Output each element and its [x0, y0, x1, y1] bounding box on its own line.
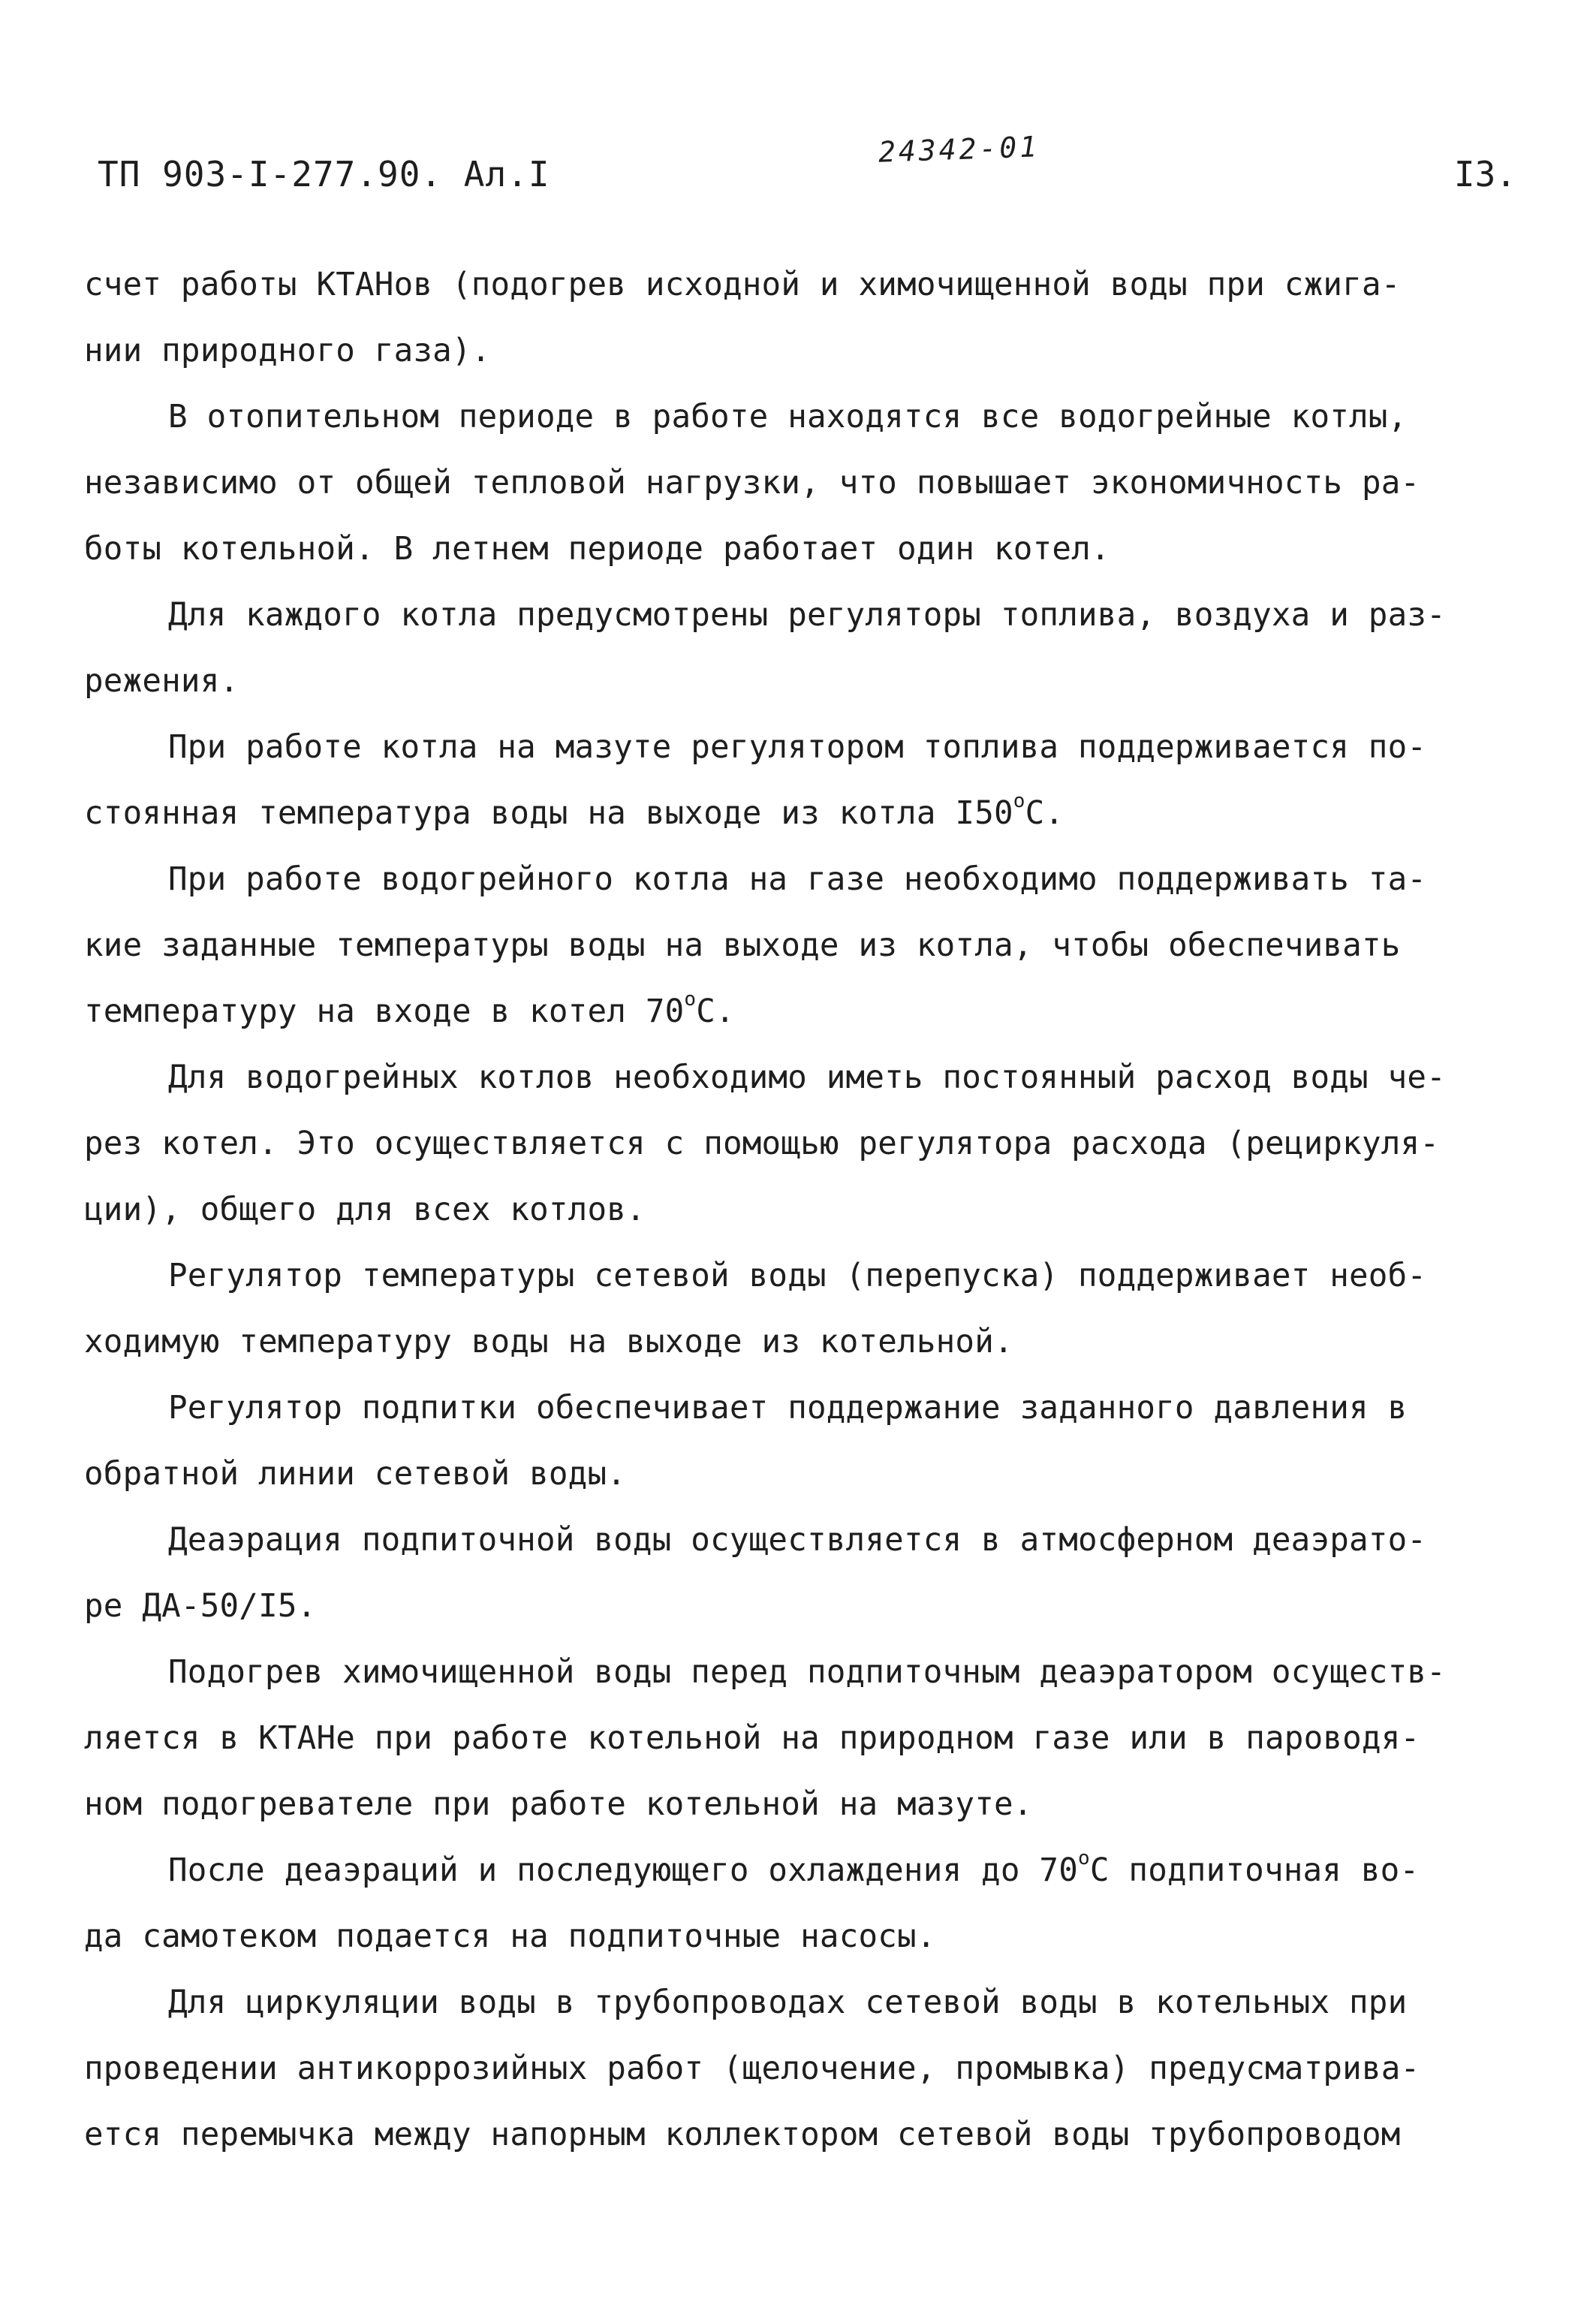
text-line: нии природного газа).	[84, 333, 491, 369]
text-line	[84, 1838, 1525, 1904]
text-line: независимо от общей тепловой нагрузки, что повышает экономичность ра-	[84, 465, 1420, 502]
text-line: счет работы КТАНов (подогрев исходной и химочищенной воды при сжига-	[84, 267, 1401, 303]
page-number: I3.	[1453, 154, 1516, 194]
text-line	[84, 979, 1525, 1045]
degree-symbol: o	[1013, 790, 1025, 812]
text-line: Подогрев химочищенной воды перед подпиточным деаэратором осуществ-	[168, 1654, 1446, 1691]
text-line: ции), общего для всех котлов.	[84, 1192, 646, 1228]
text-line: В отопительном периоде в работе находятся все водогрейные котлы,	[168, 399, 1408, 435]
text-line: да самотеком подается на подпиточные насосы.	[84, 1918, 936, 1955]
degree-symbol: o	[684, 988, 697, 1011]
text-line-start: температуру на входе в котел 70	[84, 993, 685, 1030]
text-line-end: С подпиточная во-	[1089, 1852, 1420, 1889]
text-line: Для каждого котла предусмотрены регуляторы топлива, воздуха и раз-	[168, 597, 1446, 634]
text-line: Для водогрейных котлов необходимо иметь постоянный расход воды че-	[168, 1059, 1446, 1096]
text-line: ляется в КТАНе при работе котельной на природном газе или в пароводя-	[84, 1720, 1420, 1757]
text-line: При работе котла на мазуте регулятором топлива поддерживается по-	[168, 729, 1427, 766]
text-line-end: С.	[696, 993, 735, 1030]
text-line	[84, 781, 1525, 847]
text-line: ре ДА-50/I5.	[84, 1588, 317, 1625]
text-line-start: После деаэраций и последующего охлаждения до 70	[168, 1852, 1078, 1889]
body-text	[84, 252, 1525, 2168]
text-line: боты котельной. В летнем периоде работает один котел.	[84, 531, 1110, 568]
text-line: При работе водогрейного котла на газе необходимо поддерживать та-	[168, 861, 1427, 898]
degree-symbol: o	[1078, 1847, 1090, 1870]
text-line-start: стоянная температура воды на выходе из котла I50	[84, 795, 1013, 832]
text-line: режения.	[84, 663, 239, 700]
text-line: кие заданные температуры воды на выходе из котла, чтобы обеспечивать	[84, 927, 1401, 964]
text-line: обратной линии сетевой воды.	[84, 1456, 627, 1493]
text-line: ходимую температуру воды на выходе из котельной.	[84, 1324, 1013, 1360]
text-line-end: С.	[1025, 795, 1065, 832]
text-line: Регулятор подпитки обеспечивает поддержание заданного давления в	[168, 1390, 1408, 1427]
text-line: ном подогревателе при работе котельной на мазуте.	[84, 1786, 1033, 1823]
text-line: ется перемычка между напорным коллектором сетевой воды трубопроводом	[84, 2117, 1401, 2153]
text-line: Деаэрация подпиточной воды осуществляется в атмосферном деаэрато-	[168, 1522, 1427, 1559]
text-line: Для циркуляции воды в трубопроводах сетевой воды в котельных при	[168, 1984, 1408, 2021]
text-line: проведении антикоррозийных работ (щелочение, промывка) предусматрива-	[84, 2050, 1420, 2087]
handwritten-document-number: 24342-01	[878, 130, 1040, 169]
document-code: ТП 903-I-277.90. Ал.I	[98, 154, 550, 194]
text-line: рез котел. Это осуществляется с помощью регулятора расхода (рециркуля-	[84, 1125, 1440, 1162]
text-line: Регулятор температуры сетевой воды (перепуска) поддерживает необ-	[168, 1258, 1427, 1294]
page-header	[98, 130, 1516, 206]
